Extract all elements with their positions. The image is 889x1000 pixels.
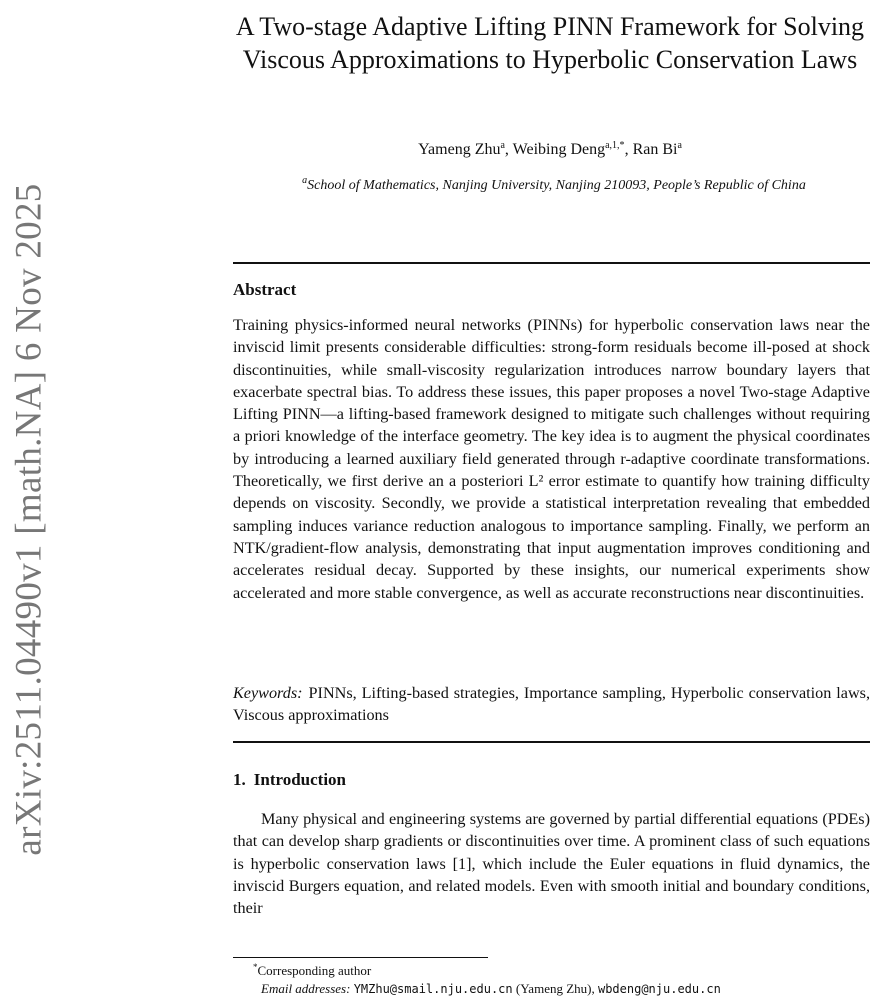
section-heading-introduction <box>233 770 346 790</box>
footnote-rule <box>233 957 488 958</box>
arxiv-identifier[interactable]: arXiv:2511.04490v1 [math.NA] 6 Nov 2025 <box>8 182 50 856</box>
keywords-text: PINNs, Lifting-based strategies, Importance sampling, Hyperbolic conservation laws, Viscous approximations <box>233 684 870 725</box>
keywords-label: Keywords: <box>233 684 303 702</box>
author-list <box>230 140 870 160</box>
email-label: Email addresses: <box>261 981 351 996</box>
author-separator: , <box>504 141 513 158</box>
paper-title: A Two-stage Adaptive Lifting PINN Framework for Solving Viscous Approximations to Hyperbolic Conservation Laws <box>235 12 865 74</box>
email-link[interactable]: YMZhu@smail.nju.edu.cn <box>353 982 513 996</box>
introduction-paragraph: Many physical and engineering systems are governed by partial differential equations (PDEs) that can develop sharp gradients or discontinuities over time. A prominent class of such equations is hyperbolic conservation laws [1], which include the Euler equations in fluid dynamics, the inviscid Burgers equation, and related models. Even with smooth initial and boundary conditions, their <box>233 810 870 918</box>
section-title: Introduction <box>253 770 347 789</box>
email-link[interactable]: wbdeng@nju.edu.cn <box>597 982 721 996</box>
affiliation-text: School of Mathematics, Nanjing University, Nanjing 210093, People’s Republic of China <box>307 178 806 193</box>
abstract-heading: Abstract <box>233 280 297 299</box>
affiliation <box>238 177 870 195</box>
footnote-emails <box>233 980 889 998</box>
author-separator: , <box>624 141 633 158</box>
author-affiliation-mark: a,1,* <box>605 140 625 151</box>
author-affiliation-mark: a <box>500 140 505 151</box>
keywords <box>233 682 870 727</box>
email-owner: (Yameng Zhu), <box>515 981 595 996</box>
abstract-bottom-rule <box>233 741 870 743</box>
author-affiliation-mark: a <box>677 140 682 151</box>
author-name[interactable]: Weibing Deng <box>512 141 606 158</box>
footnote-text: Corresponding author <box>257 963 372 978</box>
arxiv-side-stamp <box>5 178 53 860</box>
abstract-top-rule <box>233 262 870 264</box>
author-name[interactable]: Yameng Zhu <box>418 141 501 158</box>
affiliation-mark: a <box>302 175 308 186</box>
author-name[interactable]: Ran Bi <box>632 141 678 158</box>
footnote-mark: * <box>253 962 258 972</box>
abstract-text: Training physics-informed neural networks (PINNs) for hyperbolic conservation laws near the inviscid limit presents considerable difficulties: strong-form residuals become ill-posed at shock discontinuities, while small-viscosity regularization introduces narrow boundary layers that exacerbate spectral bias. To address these issues, this paper proposes a novel Two-stage Adaptive Lifting PINN—a lifting-based framework designed to mitigate such challenges without requiring a priori knowledge of the interface geometry. The key idea is to augment the physical coordinates by introducing a learned auxiliary field generated through r-adaptive coordinate transformations. Theoretically, we first derive an a posteriori L² error estimate to quantify how training difficulty depends on viscosity. Secondly, we provide a statistical interpretation revealing that embedded sampling induces variance reduction analogous to importance sampling. Finally, we perform an NTK/gradient-flow analysis, demonstrating that input augmentation improves conditioning and accelerates residual decay. Supported by these insights, our numerical experiments show accelerated and more stable convergence, as well as accurate reconstructions near discontinuities. <box>233 316 870 602</box>
footnote-corresponding <box>233 962 889 979</box>
section-number: 1. <box>233 770 246 789</box>
